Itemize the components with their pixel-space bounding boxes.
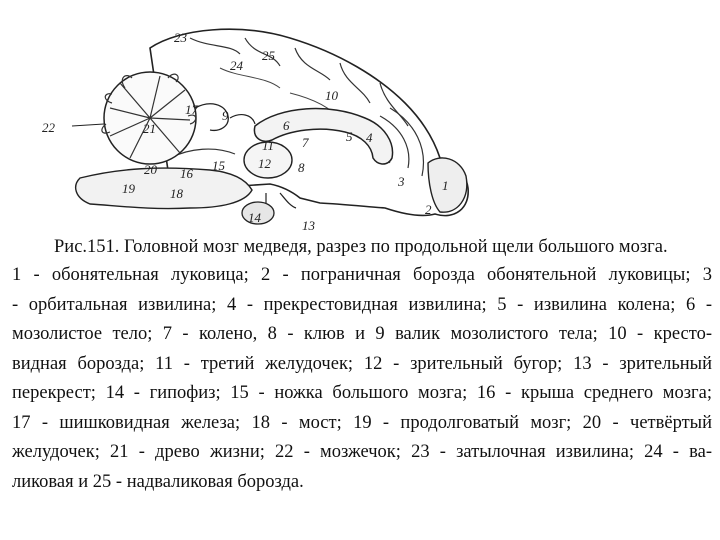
caption-line: 17 - шишковидная железа; 18 - мост; 19 - продолговатый мозг; 20 - четвёртый bbox=[12, 412, 712, 433]
figure-label-6: 6 bbox=[283, 118, 290, 133]
figure-label-15: 15 bbox=[212, 158, 225, 173]
figure-label-3: 3 bbox=[398, 174, 405, 189]
figure-label-19: 19 bbox=[122, 181, 135, 196]
figure-label-24: 24 bbox=[230, 58, 243, 73]
brain-section-figure bbox=[40, 8, 470, 230]
figure-label-18: 18 bbox=[170, 186, 183, 201]
figure-label-4: 4 bbox=[366, 130, 373, 145]
figure-label-12: 12 bbox=[258, 156, 271, 171]
figure-label-21: 21 bbox=[143, 121, 156, 136]
caption-line: 1 - обонятельная луковица; 2 - пограничная борозда обонятельной луковицы; 3 bbox=[12, 265, 712, 285]
figure-caption bbox=[12, 233, 712, 497]
caption-line: ликовая и 25 - надваликовая борозда. bbox=[12, 471, 304, 492]
brainstem bbox=[76, 168, 252, 208]
figure-label-8: 8 bbox=[298, 160, 305, 175]
caption-line: перекрест; 14 - гипофиз; 15 - ножка большого мозга; 16 - крыша среднего мозга; bbox=[12, 383, 712, 403]
figure-label-16: 16 bbox=[180, 166, 193, 181]
figure-label-9: 9 bbox=[222, 108, 229, 123]
figure-label-23: 23 bbox=[174, 30, 187, 45]
figure-label-17: 17 bbox=[185, 102, 198, 117]
figure-label-22: 22 bbox=[42, 120, 55, 135]
figure-label-5: 5 bbox=[346, 129, 353, 144]
caption-line: желудочек; 21 - древо жизни; 22 - мозжечок; 23 - затылочная извилина; 24 - ва- bbox=[12, 442, 712, 462]
figure-label-7: 7 bbox=[302, 135, 309, 150]
figure-label-1: 1 bbox=[442, 178, 449, 193]
figure-label-13: 13 bbox=[302, 218, 315, 230]
figure-label-25: 25 bbox=[262, 48, 275, 63]
caption-line: видная борозда; 11 - третий желудочек; 12 - зрительный бугор; 13 - зрительный bbox=[12, 353, 712, 374]
brain-section-drawing bbox=[40, 8, 470, 230]
figure-label-11: 11 bbox=[262, 138, 275, 153]
caption-line: мозолистое тело; 7 - колено, 8 - клюв и 9 валик мозолистого тела; 10 - кресто- bbox=[12, 324, 712, 344]
caption-title: Рис.151. Головной мозг медведя, разрез по продольной щели большого мозга. bbox=[54, 237, 668, 257]
caption-line: - орбитальная извилина; 4 - прекрестовидная извилина; 5 - извилина колена; 6 - bbox=[12, 294, 712, 315]
figure-label-2: 2 bbox=[425, 202, 432, 217]
figure-label-14: 14 bbox=[248, 210, 261, 225]
figure-label-20: 20 bbox=[144, 162, 157, 177]
figure-label-10: 10 bbox=[325, 88, 338, 103]
